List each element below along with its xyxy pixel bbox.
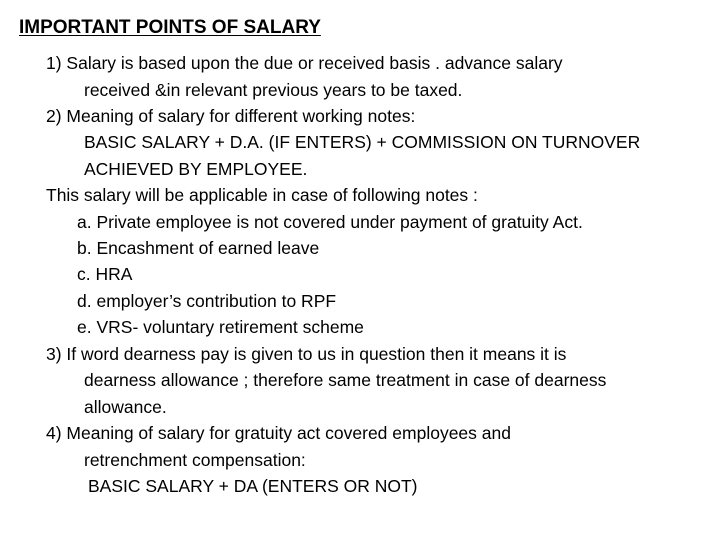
note-b: b. Encashment of earned leave [77,238,320,258]
point-1-line-2: received &in relevant previous years to be taxed. [84,80,463,100]
point-3-line-1: 3) If word dearness pay is given to us in question then it means it is [46,344,567,364]
point-4-line-3: BASIC SALARY + DA (ENTERS OR NOT) [88,476,418,496]
note-d: d. employer’s contribution to RPF [77,291,337,311]
notes-intro: This salary will be applicable in case of following notes : [46,185,478,205]
point-2-line-2: BASIC SALARY + D.A. (IF ENTERS) + COMMISSION ON TURNOVER [84,132,641,152]
note-a: a. Private employee is not covered under payment of gratuity Act. [77,212,583,232]
point-2-line-3: ACHIEVED BY EMPLOYEE. [84,159,308,179]
point-2-line-1: 2) Meaning of salary for different working notes: [46,106,416,126]
point-4-line-1: 4) Meaning of salary for gratuity act covered employees and [46,423,511,443]
point-4-line-2: retrenchment compensation: [84,450,306,470]
point-3-line-2: dearness allowance ; therefore same treatment in case of dearness [84,370,607,390]
note-c: c. HRA [77,264,133,284]
point-3-line-3: allowance. [84,397,167,417]
point-1-line-1: 1) Salary is based upon the due or received basis . advance salary [46,53,563,73]
note-e: e. VRS- voluntary retirement scheme [77,317,364,337]
page-title: IMPORTANT POINTS OF SALARY [19,17,321,38]
